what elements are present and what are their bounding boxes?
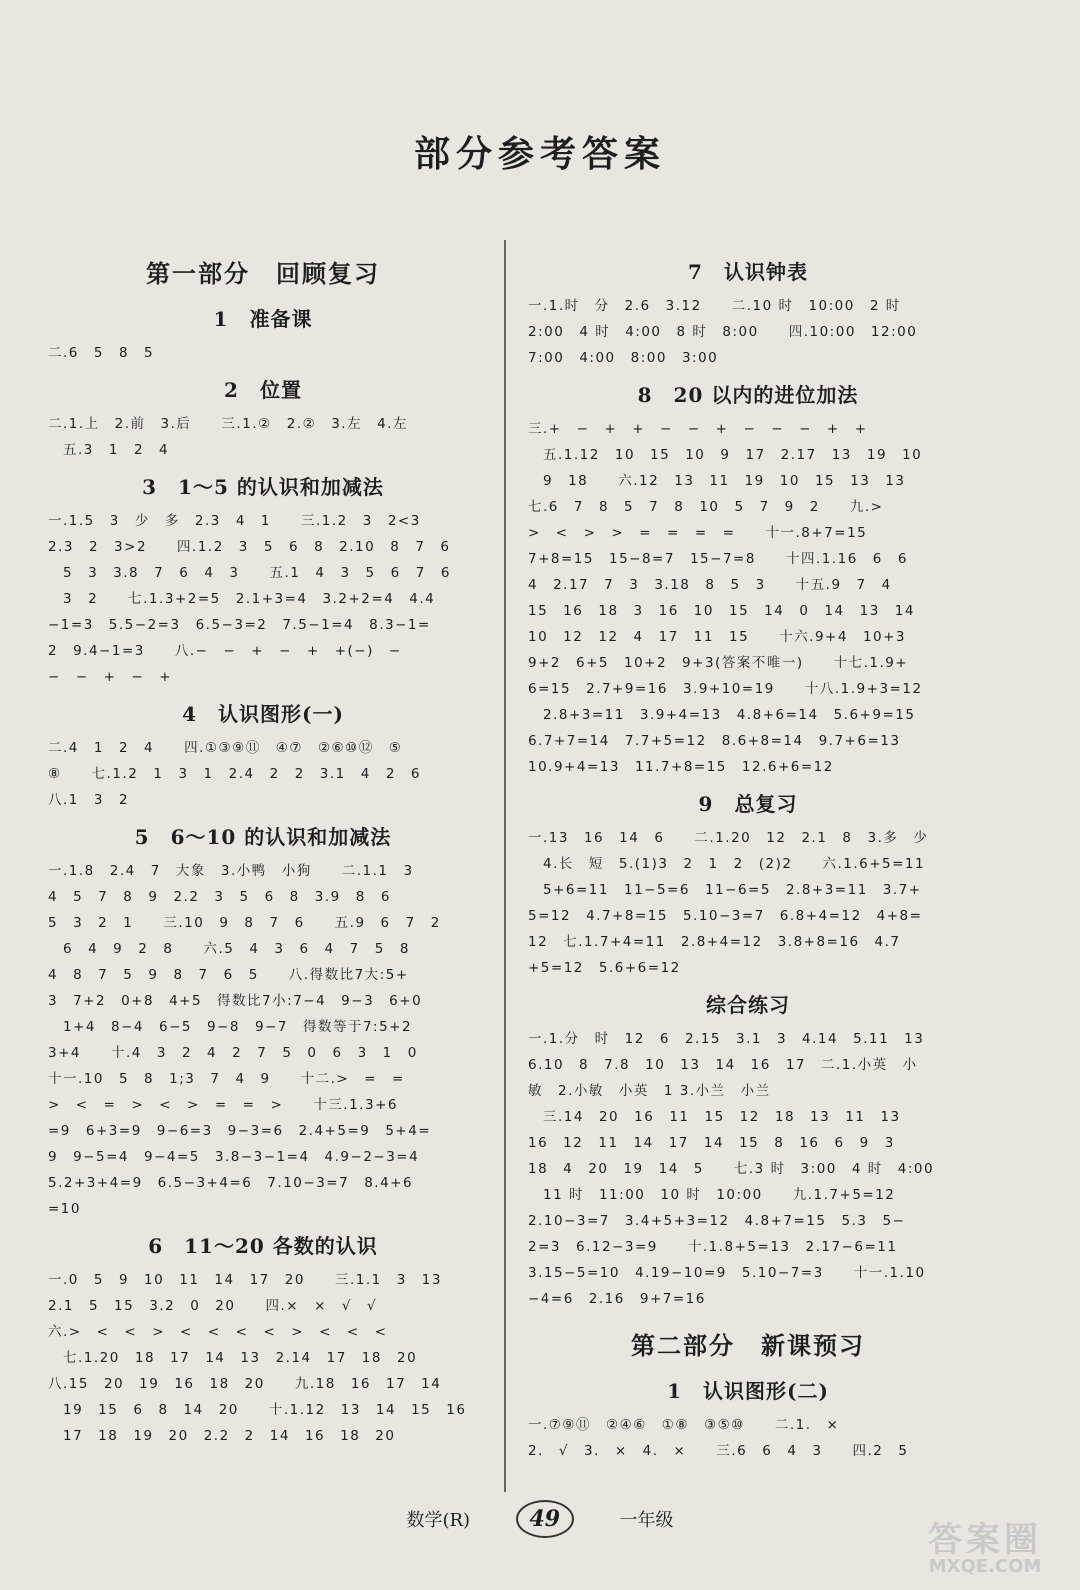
- section-heading: 5 6～10 的认识和加减法: [134, 825, 392, 849]
- answer-line: 5.2+3+4=9 6.5−3+4=6 7.10−3=7 8.4+6: [48, 1175, 414, 1191]
- answer-line: 10.9+4=13 11.7+8=15 12.6+6=12: [528, 759, 834, 775]
- left-column: [48, 248, 478, 1449]
- answer-line: 6 4 9 2 8 六.5 4 3 6 4 7 5 8: [48, 941, 410, 957]
- answer-line: 17 18 19 20 2.2 2 14 16 18 20: [48, 1428, 396, 1444]
- answer-line: ⑧ 七.1.2 1 3 1 2.4 2 2 3.1 4 2 6: [48, 766, 422, 782]
- answer-line: > < > > = = = = 十一.8+7=15: [528, 525, 868, 541]
- answer-line: 八.1 3 2: [48, 792, 130, 808]
- watermark-url: MXQE.COM: [928, 1556, 1042, 1577]
- answer-line: 3+4 十.4 3 2 4 2 7 5 0 6 3 1 0: [48, 1045, 418, 1061]
- section-heading: 4 认识图形(一): [182, 702, 344, 726]
- section-heading: 3 1～5 的认识和加减法: [142, 475, 384, 499]
- answer-line: 19 15 6 8 14 20 十.1.12 13 14 15 16: [48, 1402, 467, 1418]
- left-sections: [48, 303, 478, 1449]
- answer-line: −4=6 2.16 9+7=16: [528, 1291, 706, 1307]
- answer-line: 9 18 六.12 13 11 19 10 15 13 13: [528, 473, 906, 489]
- answer-line: − − + − +: [48, 669, 173, 685]
- answer-line: 八.15 20 19 16 18 20 九.18 16 17 14: [48, 1376, 442, 1392]
- part-one-heading: 第一部分 回顾复习: [146, 259, 380, 288]
- answer-line: 1+4 8−4 6−5 9−8 9−7 得数等于7:5+2: [48, 1019, 413, 1035]
- answer-line: 一.⑦⑨⑪ ②④⑥ ①⑧ ③⑤⑩ 二.1. ×: [528, 1417, 840, 1433]
- answer-line: 15 16 18 3 16 10 15 14 0 14 13 14: [528, 603, 915, 619]
- right-column: [528, 248, 968, 1464]
- answer-line: 二.6 5 8 5: [48, 345, 155, 361]
- section-heading: 综合练习: [706, 993, 790, 1017]
- watermark-logo-text: 答案圈: [928, 1520, 1042, 1560]
- answer-line: 6.10 8 7.8 10 13 14 16 17 二.1.小英 小: [528, 1057, 918, 1073]
- answer-line: 3 7+2 0+8 4+5 得数比7小:7−4 9−3 6+0: [48, 993, 423, 1009]
- answer-line: 11 时 11:00 10 时 10:00 九.1.7+5=12: [528, 1187, 896, 1203]
- answer-line: 敏 2.小敏 小英 1 3.小兰 小兰: [528, 1083, 771, 1099]
- answer-line: 10 12 12 4 17 11 15 十六.9+4 10+3: [528, 629, 907, 645]
- answer-line: 4 8 7 5 9 8 7 6 5 八.得数比7大:5+: [48, 967, 409, 983]
- footer-grade: 一年级: [619, 1510, 674, 1531]
- section-heading: 9 总复习: [698, 792, 798, 816]
- section-heading: 1 准备课: [213, 307, 313, 331]
- answer-line: 9+2 6+5 10+2 9+3(答案不唯一) 十七.1.9+: [528, 655, 909, 671]
- section-heading: 8 20 以内的进位加法: [637, 383, 859, 407]
- section-heading: 1 认识图形(二): [667, 1379, 829, 1403]
- answer-line: 2. √ 3. × 4. × 三.6 6 4 3 四.2 5: [528, 1443, 909, 1459]
- answer-line: 一.13 16 14 6 二.1.20 12 2.1 8 3.多 少: [528, 830, 929, 846]
- preview-section: [528, 1375, 968, 1464]
- answer-line: 五.3 1 2 4: [48, 442, 170, 458]
- answer-line: −1=3 5.5−2=3 6.5−3=2 7.5−1=4 8.3−1=: [48, 617, 431, 633]
- answer-line: 二.1.上 2.前 3.后 三.1.② 2.② 3.左 4.左: [48, 416, 408, 432]
- answer-line: 一.1.8 2.4 7 大象 3.小鸭 小狗 二.1.1 3: [48, 863, 414, 879]
- answer-line: 三.+ − + + − − + − − − + +: [528, 421, 868, 437]
- answer-line: 2:00 4 时 4:00 8 时 8:00 四.10:00 12:00: [528, 324, 918, 340]
- answer-line: 5 3 3.8 7 6 4 3 五.1 4 3 5 6 7 6: [48, 565, 451, 581]
- column-divider: [504, 240, 506, 1492]
- answer-line: 9 9−5=4 9−4=5 3.8−3−1=4 4.9−2−3=4: [48, 1149, 420, 1165]
- answer-line: 一.1.分 时 12 6 2.15 3.1 3 4.14 5.11 13: [528, 1031, 925, 1047]
- answer-line: 一.1.5 3 少 多 2.3 4 1 三.1.2 3 2<3: [48, 513, 421, 529]
- answer-line: 18 4 20 19 14 5 七.3 时 3:00 4 时 4:00: [528, 1161, 935, 1177]
- answer-line: 7:00 4:00 8:00 3:00: [528, 350, 719, 366]
- answer-line: 5=12 4.7+8=15 5.10−3=7 6.8+4=12 4+8=: [528, 908, 923, 924]
- answer-line: 2.8+3=11 3.9+4=13 4.8+6=14 5.6+9=15: [528, 707, 916, 723]
- answer-line: =10: [48, 1201, 81, 1217]
- watermark-logo: [900, 1512, 1070, 1582]
- answer-line: 2.10−3=7 3.4+5+3=12 4.8+7=15 5.3 5−: [528, 1213, 906, 1229]
- answer-line: 6.7+7=14 7.7+5=12 8.6+8=14 9.7+6=13: [528, 733, 901, 749]
- answer-line: 六.> < < > < < < < > < < <: [48, 1324, 388, 1340]
- answer-line: +5=12 5.6+6=12: [528, 960, 681, 976]
- right-sections: [528, 256, 968, 1312]
- answer-line: 7+8=15 15−8=7 15−7=8 十四.1.16 6 6: [528, 551, 908, 567]
- page-title: 部分参考答案: [413, 133, 666, 175]
- answer-line: 2.3 2 3>2 四.1.2 3 5 6 8 2.10 8 7 6: [48, 539, 451, 555]
- answer-line: 七.6 7 8 5 7 8 10 5 7 9 2 九.>: [528, 499, 884, 515]
- answer-line: 二.4 1 2 4 四.①③⑨⑪ ④⑦ ②⑥⑩⑫ ⑤: [48, 740, 403, 756]
- answer-line: > < = > < > = = > 十三.1.3+6: [48, 1097, 398, 1113]
- section-heading: 7 认识钟表: [688, 260, 808, 284]
- answer-line: 6=15 2.7+9=16 3.9+10=19 十八.1.9+3=12: [528, 681, 923, 697]
- answer-line: =9 6+3=9 9−6=3 9−3=6 2.4+5=9 5+4=: [48, 1123, 432, 1139]
- answer-line: 4 5 7 8 9 2.2 3 5 6 8 3.9 8 6: [48, 889, 391, 905]
- answer-line: 三.14 20 16 11 15 12 18 13 11 13: [528, 1109, 901, 1125]
- section-heading: 6 11～20 各数的认识: [148, 1234, 378, 1258]
- section-heading: 2 位置: [224, 378, 302, 402]
- answer-line: 七.1.20 18 17 14 13 2.14 17 18 20: [48, 1350, 418, 1366]
- answer-line: 3.15−5=10 4.19−10=9 5.10−7=3 十一.1.10: [528, 1265, 926, 1281]
- answer-line: 2 9.4−1=3 八.− − + − + +(−) −: [48, 643, 402, 659]
- page-number: 49: [516, 1500, 574, 1538]
- answer-line: 4 2.17 7 3 3.18 8 5 3 十五.9 7 4: [528, 577, 892, 593]
- answer-line: 3 2 七.1.3+2=5 2.1+3=4 3.2+2=4 4.4: [48, 591, 436, 607]
- answer-line: 五.1.12 10 15 10 9 17 2.17 13 19 10: [528, 447, 923, 463]
- part-two-heading: 第二部分 新课预习: [631, 1331, 865, 1360]
- answer-line: 一.0 5 9 10 11 14 17 20 三.1.1 3 13: [48, 1272, 442, 1288]
- answer-line: 2=3 6.12−3=9 十.1.8+5=13 2.17−6=11: [528, 1239, 898, 1255]
- answer-line: 5 3 2 1 三.10 9 8 7 6 五.9 6 7 2: [48, 915, 441, 931]
- answer-line: 5+6=11 11−5=6 11−6=5 2.8+3=11 3.7+: [528, 882, 922, 898]
- answer-line: 4.长 短 5.(1)3 2 1 2 (2)2 六.1.6+5=11: [528, 856, 926, 872]
- answer-line: 12 七.1.7+4=11 2.8+4=12 3.8+8=16 4.7: [528, 934, 901, 950]
- footer-subject: 数学(R): [406, 1510, 471, 1531]
- answer-line: 16 12 11 14 17 14 15 8 16 6 9 3: [528, 1135, 895, 1151]
- answer-line: 2.1 5 15 3.2 0 20 四.× × √ √: [48, 1298, 378, 1314]
- answer-line: 十一.10 5 8 1;3 7 4 9 十二.> = =: [48, 1071, 405, 1087]
- answer-line: 一.1.时 分 2.6 3.12 二.10 时 10:00 2 时: [528, 298, 901, 314]
